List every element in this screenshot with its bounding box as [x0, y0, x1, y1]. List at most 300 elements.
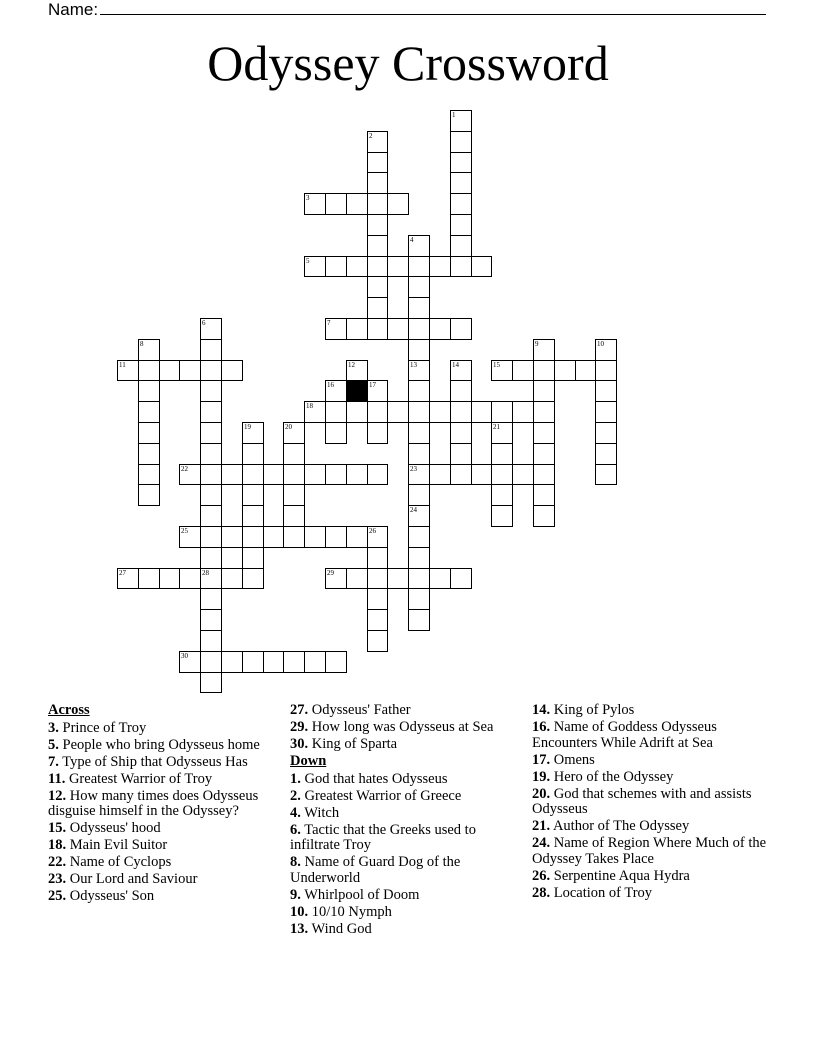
- crossword-cell[interactable]: [200, 630, 222, 652]
- clue-number: 12: [348, 361, 355, 369]
- crossword-cell[interactable]: [367, 235, 388, 257]
- clues-column-1: [48, 703, 273, 906]
- clue-number: 30: [181, 652, 188, 660]
- crossword-cell[interactable]: [471, 401, 492, 423]
- crossword-cell[interactable]: [408, 297, 430, 319]
- crossword-cell[interactable]: [367, 609, 388, 631]
- clue-down: [290, 905, 510, 921]
- clue-number: 13: [410, 361, 417, 369]
- crossword-cell[interactable]: [179, 568, 201, 589]
- clue-number: 23: [410, 465, 417, 473]
- crossword-cell[interactable]: [200, 464, 222, 485]
- clue-text: Name of Goddess Odysseus Encounters While Adrift at Sea: [532, 719, 717, 751]
- crossword-cell[interactable]: [491, 422, 513, 444]
- crossword-cell[interactable]: [450, 110, 472, 132]
- crossword-cell[interactable]: [159, 360, 180, 381]
- clue-text: Greatest Warrior of Greece: [304, 787, 462, 804]
- crossword-cell[interactable]: [533, 360, 555, 381]
- crossword-cell[interactable]: [408, 464, 430, 485]
- crossword-cell[interactable]: [200, 380, 222, 402]
- crossword-cell[interactable]: [200, 651, 222, 673]
- crossword-cell[interactable]: [242, 526, 264, 548]
- crossword-cell[interactable]: [221, 360, 243, 381]
- crossword-cell[interactable]: [263, 651, 284, 673]
- clue-number-label: 23.: [48, 871, 67, 887]
- clue-across: [48, 789, 273, 820]
- crossword-cell[interactable]: [408, 235, 430, 257]
- crossword-cell[interactable]: [491, 401, 513, 423]
- clue-text: God that schemes with and assists Odysseus: [532, 785, 752, 817]
- clue-number-label: 10.: [290, 903, 309, 920]
- clue-number: 5: [306, 257, 310, 265]
- clue-text: Author of The Odyssey: [552, 818, 690, 834]
- clue-text: 10/10 Nymph: [311, 903, 392, 920]
- clue-down: [532, 787, 772, 818]
- crossword-cell[interactable]: [367, 380, 388, 402]
- crossword-cell[interactable]: [450, 256, 472, 277]
- clue-number: 25: [181, 527, 188, 535]
- crossword-cell[interactable]: [595, 339, 617, 361]
- crossword-cell[interactable]: [408, 547, 430, 569]
- crossword-cell[interactable]: [595, 422, 617, 444]
- clue-number-label: 5.: [48, 736, 59, 753]
- crossword-cell[interactable]: [138, 401, 160, 423]
- crossword-cell[interactable]: [387, 318, 409, 340]
- crossword-cell[interactable]: [346, 526, 368, 548]
- crossword-cell[interactable]: [450, 568, 472, 589]
- crossword-cell[interactable]: [242, 505, 264, 527]
- clue-down: [532, 753, 772, 769]
- crossword-cell[interactable]: [450, 235, 472, 257]
- crossword-cell[interactable]: [533, 484, 555, 506]
- crossword-cell[interactable]: [200, 443, 222, 465]
- clue-number-label: 9.: [290, 886, 301, 903]
- clue-number-label: 14.: [532, 702, 551, 718]
- crossword-cell[interactable]: [450, 401, 472, 423]
- clue-number: 16: [327, 381, 334, 389]
- clue-across: [48, 738, 273, 754]
- crossword-cell[interactable]: [283, 464, 305, 485]
- clue-number-label: 18.: [48, 837, 67, 853]
- clue-down: [290, 823, 510, 854]
- crossword-cell[interactable]: [325, 651, 347, 673]
- crossword-cell[interactable]: [367, 526, 388, 548]
- clue-text: Type of Ship that Odysseus Has: [62, 753, 248, 770]
- crossword-cell[interactable]: [325, 380, 347, 402]
- clue-text: Location of Troy: [553, 884, 653, 901]
- crossword-cell[interactable]: [408, 276, 430, 298]
- crossword-cell[interactable]: [595, 464, 617, 485]
- crossword-cell[interactable]: [533, 443, 555, 465]
- clue-number-label: 11.: [48, 770, 66, 787]
- clue-number-label: 17.: [532, 751, 551, 768]
- crossword-cell[interactable]: [450, 443, 472, 465]
- name-blank-line[interactable]: [100, 0, 766, 15]
- crossword-cell[interactable]: [263, 526, 284, 548]
- crossword-cell[interactable]: [242, 443, 264, 465]
- crossword-cell[interactable]: [429, 256, 451, 277]
- crossword-cell[interactable]: [367, 172, 388, 194]
- clue-number-label: 20.: [532, 785, 551, 802]
- crossword-cell[interactable]: [325, 318, 347, 340]
- crossword-cell[interactable]: [387, 568, 409, 589]
- clue-number-label: 26.: [532, 867, 551, 884]
- crossword-cell[interactable]: [491, 464, 513, 485]
- clue-number-label: 4.: [290, 804, 301, 821]
- crossword-cell[interactable]: [117, 568, 139, 589]
- crossword-cell[interactable]: [450, 464, 472, 485]
- crossword-cell[interactable]: [367, 422, 388, 444]
- clue-text: God that hates Odysseus: [304, 770, 448, 787]
- clue-number: 22: [181, 465, 188, 473]
- crossword-cell[interactable]: [221, 651, 243, 673]
- crossword-cell[interactable]: [283, 443, 305, 465]
- crossword-cell[interactable]: [117, 360, 139, 381]
- crossword-cell[interactable]: [450, 214, 472, 236]
- clue-number-label: 13.: [290, 920, 309, 937]
- crossword-cell[interactable]: [450, 380, 472, 402]
- crossword-cell[interactable]: [387, 256, 409, 277]
- clue-down: [532, 836, 772, 867]
- crossword-cell[interactable]: [242, 464, 264, 485]
- clue-text: Name of Cyclops: [69, 854, 172, 870]
- crossword-cell[interactable]: [138, 568, 160, 589]
- clue-number-label: 27.: [290, 702, 309, 718]
- crossword-cell[interactable]: [367, 276, 388, 298]
- clue-text: Our Lord and Saviour: [69, 871, 198, 887]
- clue-down: [532, 869, 772, 885]
- clue-number: 8: [140, 340, 144, 348]
- crossword-cell[interactable]: [554, 360, 576, 381]
- crossword-cell[interactable]: [408, 526, 430, 548]
- clue-across: [48, 721, 273, 737]
- crossword-cell[interactable]: [408, 380, 430, 402]
- crossword-cell[interactable]: [408, 568, 430, 589]
- crossword-cell[interactable]: [221, 526, 243, 548]
- crossword-cell[interactable]: [429, 401, 451, 423]
- clue-text: How long was Odysseus at Sea: [311, 719, 494, 735]
- crossword-cell[interactable]: [408, 401, 430, 423]
- crossword-cell[interactable]: [325, 568, 347, 589]
- clue-down: [532, 703, 772, 719]
- clue-text: How many times does Odysseus disguise himself in the Odyssey?: [48, 787, 259, 819]
- crossword-cell[interactable]: [283, 422, 305, 444]
- crossword-cell[interactable]: [450, 360, 472, 381]
- crossword-cell[interactable]: [533, 422, 555, 444]
- crossword-cell[interactable]: [512, 464, 534, 485]
- crossword-cell[interactable]: [138, 339, 160, 361]
- clue-number-label: 6.: [290, 821, 301, 838]
- crossword-cell[interactable]: [367, 588, 388, 610]
- clue-across: [48, 838, 273, 854]
- clue-across: [290, 737, 510, 753]
- crossword-cell[interactable]: [283, 651, 305, 673]
- clue-text: Hero of the Odyssey: [553, 768, 674, 785]
- clue-text: Whirlpool of Doom: [304, 886, 420, 903]
- clue-number-label: 12.: [48, 787, 67, 804]
- crossword-cell[interactable]: [408, 443, 430, 465]
- clue-number: 6: [202, 319, 206, 327]
- crossword-cell[interactable]: [367, 297, 388, 319]
- crossword-cell[interactable]: [367, 318, 388, 340]
- clue-number-label: 3.: [48, 719, 59, 736]
- clue-text: Odysseus' hood: [69, 820, 161, 836]
- crossword-cell[interactable]: [304, 464, 326, 485]
- crossword-cell[interactable]: [346, 256, 368, 277]
- clue-number: 24: [410, 506, 417, 514]
- clue-text: Odysseus' Son: [69, 888, 155, 904]
- clue-number-label: 8.: [290, 854, 301, 870]
- clue-text: Greatest Warrior of Troy: [68, 770, 213, 787]
- crossword-cell[interactable]: [200, 422, 222, 444]
- crossword-cell[interactable]: [138, 484, 160, 506]
- clue-number-label: 16.: [532, 719, 551, 735]
- clue-number-label: 25.: [48, 888, 67, 904]
- crossword-cell[interactable]: [512, 401, 534, 423]
- clue-text: Witch: [304, 804, 340, 821]
- clue-across: [48, 872, 273, 888]
- crossword-cell[interactable]: [408, 422, 430, 444]
- crossword-cell[interactable]: [533, 339, 555, 361]
- crossword-cell[interactable]: [367, 630, 388, 652]
- crossword-cell[interactable]: [367, 256, 388, 277]
- crossword-cell[interactable]: [200, 568, 222, 589]
- crossword-cell[interactable]: [325, 526, 347, 548]
- clue-down: [290, 806, 510, 822]
- crossword-cell[interactable]: [242, 547, 264, 569]
- clue-number: 1: [452, 111, 456, 119]
- crossword-cell[interactable]: [408, 339, 430, 361]
- crossword-cell[interactable]: [221, 568, 243, 589]
- clue-down: [532, 720, 772, 751]
- crossword-cell[interactable]: [367, 464, 388, 485]
- crossword-cell[interactable]: [491, 443, 513, 465]
- crossword-cell[interactable]: [200, 339, 222, 361]
- crossword-cell[interactable]: [346, 464, 368, 485]
- crossword-cell[interactable]: [450, 131, 472, 153]
- crossword-cell[interactable]: [450, 172, 472, 194]
- clue-number-label: 15.: [48, 820, 67, 836]
- crossword-cell[interactable]: [242, 422, 264, 444]
- crossword-cell[interactable]: [387, 193, 409, 215]
- clue-number: 20: [285, 423, 292, 431]
- clue-number-label: 24.: [532, 835, 551, 851]
- clue-number: 3: [306, 194, 310, 202]
- crossword-cell[interactable]: [533, 380, 555, 402]
- crossword-cell[interactable]: [138, 422, 160, 444]
- clue-number: 9: [535, 340, 539, 348]
- crossword-cell[interactable]: [408, 588, 430, 610]
- crossword-cell[interactable]: [325, 464, 347, 485]
- crossword-cell[interactable]: [242, 651, 264, 673]
- crossword-cell[interactable]: [408, 318, 430, 340]
- crossword-cell[interactable]: [304, 256, 326, 277]
- crossword-cell[interactable]: [429, 464, 451, 485]
- clue-number-label: 7.: [48, 753, 59, 770]
- crossword-cell[interactable]: [595, 401, 617, 423]
- clue-down: [532, 770, 772, 786]
- clue-number: 26: [369, 527, 376, 535]
- crossword-cell[interactable]: [491, 484, 513, 506]
- crossword-cell[interactable]: [325, 422, 347, 444]
- crossword-cell[interactable]: [367, 193, 388, 215]
- crossword-cell[interactable]: [200, 547, 222, 569]
- crossword-cell[interactable]: [200, 484, 222, 506]
- crossword-cell[interactable]: [533, 505, 555, 527]
- crossword-cell[interactable]: [242, 568, 264, 589]
- crossword-cell[interactable]: [595, 380, 617, 402]
- clues-column-3: [532, 703, 772, 903]
- clue-down: [290, 888, 510, 904]
- clue-text: King of Pylos: [553, 702, 635, 718]
- clue-number: 19: [244, 423, 251, 431]
- clue-down: [532, 819, 772, 835]
- crossword-cell[interactable]: [200, 401, 222, 423]
- clue-number: 4: [410, 236, 414, 244]
- clue-across: [290, 720, 510, 736]
- clue-number-label: 21.: [532, 818, 551, 834]
- crossword-cell[interactable]: [138, 360, 160, 381]
- crossword-cell[interactable]: [346, 568, 368, 589]
- crossword-cell[interactable]: [595, 443, 617, 465]
- crossword-cell[interactable]: [408, 505, 430, 527]
- crossword-cell[interactable]: [408, 484, 430, 506]
- crossword-cell[interactable]: [304, 526, 326, 548]
- clue-text: People who bring Odysseus home: [62, 736, 260, 753]
- clue-number: 21: [493, 423, 500, 431]
- crossword-cell[interactable]: [450, 193, 472, 215]
- crossword-cell[interactable]: [325, 256, 347, 277]
- clue-down: [532, 886, 772, 902]
- crossword-cell[interactable]: [138, 443, 160, 465]
- crossword-cell[interactable]: [367, 131, 388, 153]
- clue-text: Tactic that the Greeks used to infiltrate Troy: [290, 821, 476, 853]
- clue-number-label: 30.: [290, 736, 309, 752]
- crossword-cell[interactable]: [138, 380, 160, 402]
- crossword-cell[interactable]: [221, 464, 243, 485]
- crossword-cell[interactable]: [533, 464, 555, 485]
- crossword-cell[interactable]: [200, 609, 222, 631]
- clue-across: [48, 772, 273, 788]
- crossword-cell[interactable]: [346, 318, 368, 340]
- clue-text: King of Sparta: [311, 736, 398, 752]
- clue-number: 11: [119, 361, 126, 369]
- clue-down: [290, 789, 510, 805]
- clue-number-label: 2.: [290, 787, 301, 804]
- crossword-cell[interactable]: [367, 401, 388, 423]
- crossword-cell[interactable]: [200, 360, 222, 381]
- crossword-cell[interactable]: [367, 152, 388, 173]
- crossword-cell[interactable]: [200, 588, 222, 610]
- crossword-cell[interactable]: [200, 318, 222, 340]
- crossword-cell[interactable]: [283, 484, 305, 506]
- name-field[interactable]: [48, 0, 766, 20]
- crossword-cell[interactable]: [283, 526, 305, 548]
- crossword-cell[interactable]: [408, 256, 430, 277]
- clue-text: Wind God: [311, 920, 372, 937]
- crossword-cell[interactable]: [346, 401, 368, 423]
- clue-text: Name of Region Where Much of the Odyssey Takes Place: [532, 835, 767, 867]
- clue-text: Main Evil Suitor: [69, 837, 168, 853]
- clue-number-label: 19.: [532, 768, 551, 785]
- crossword-cell[interactable]: [304, 651, 326, 673]
- clue-number: 10: [597, 340, 604, 348]
- crossword-cell[interactable]: [200, 526, 222, 548]
- clue-number-label: 28.: [532, 884, 551, 901]
- crossword-cell[interactable]: [159, 568, 180, 589]
- crossword-cell[interactable]: [283, 505, 305, 527]
- clue-across: [48, 889, 273, 905]
- crossword-cell[interactable]: [304, 401, 326, 423]
- crossword-cell[interactable]: [346, 360, 368, 381]
- clue-text: Name of Guard Dog of the Underworld: [290, 854, 461, 886]
- clue-number: 7: [327, 319, 331, 327]
- clue-across: [48, 755, 273, 771]
- crossword-cell[interactable]: [387, 401, 409, 423]
- crossword-cell[interactable]: [179, 526, 201, 548]
- crossword-cell[interactable]: [263, 464, 284, 485]
- crossword-black-cell: [346, 380, 368, 402]
- clue-down: [290, 922, 510, 938]
- crossword-cell[interactable]: [471, 256, 492, 277]
- name-label: Name:: [48, 0, 99, 19]
- crossword-cell[interactable]: [595, 360, 617, 381]
- clue-number: 2: [369, 132, 373, 140]
- crossword-cell[interactable]: [325, 401, 347, 423]
- clues-column-2: [290, 703, 510, 939]
- page-title: Odyssey Crossword: [207, 35, 609, 91]
- crossword-cell[interactable]: [408, 360, 430, 381]
- crossword-cell[interactable]: [179, 464, 201, 485]
- clue-text: Serpentine Aqua Hydra: [553, 867, 690, 884]
- clue-number-label: 22.: [48, 854, 67, 870]
- crossword-cell[interactable]: [450, 318, 472, 340]
- crossword-cell[interactable]: [325, 193, 347, 215]
- crossword-cell[interactable]: [304, 193, 326, 215]
- crossword-cell[interactable]: [200, 505, 222, 527]
- down-heading: Down: [290, 753, 327, 769]
- clue-number: 27: [119, 569, 126, 577]
- crossword-cell[interactable]: [138, 464, 160, 485]
- clue-across: [48, 855, 273, 871]
- crossword-cell[interactable]: [200, 672, 222, 693]
- crossword-cell[interactable]: [242, 484, 264, 506]
- crossword-cell[interactable]: [179, 651, 201, 673]
- clue-text: Omens: [553, 751, 595, 768]
- crossword-cell[interactable]: [367, 568, 388, 589]
- clue-number: 28: [202, 569, 209, 577]
- crossword-cell[interactable]: [367, 547, 388, 569]
- clue-text: Odysseus' Father: [311, 702, 411, 718]
- crossword-cell[interactable]: [450, 422, 472, 444]
- crossword-cell[interactable]: [367, 214, 388, 236]
- clue-across: [290, 703, 510, 719]
- clue-down: [290, 855, 510, 886]
- crossword-cell[interactable]: [429, 318, 451, 340]
- crossword-cell[interactable]: [491, 360, 513, 381]
- crossword-cell[interactable]: [575, 360, 596, 381]
- crossword-cell[interactable]: [450, 152, 472, 173]
- crossword-cell[interactable]: [491, 505, 513, 527]
- crossword-cell[interactable]: [429, 568, 451, 589]
- clue-number-label: 1.: [290, 770, 301, 787]
- crossword-cell[interactable]: [512, 360, 534, 381]
- crossword-cell[interactable]: [346, 193, 368, 215]
- crossword-cell[interactable]: [179, 360, 201, 381]
- crossword-cell[interactable]: [471, 464, 492, 485]
- crossword-cell[interactable]: [408, 609, 430, 631]
- crossword-cell[interactable]: [533, 401, 555, 423]
